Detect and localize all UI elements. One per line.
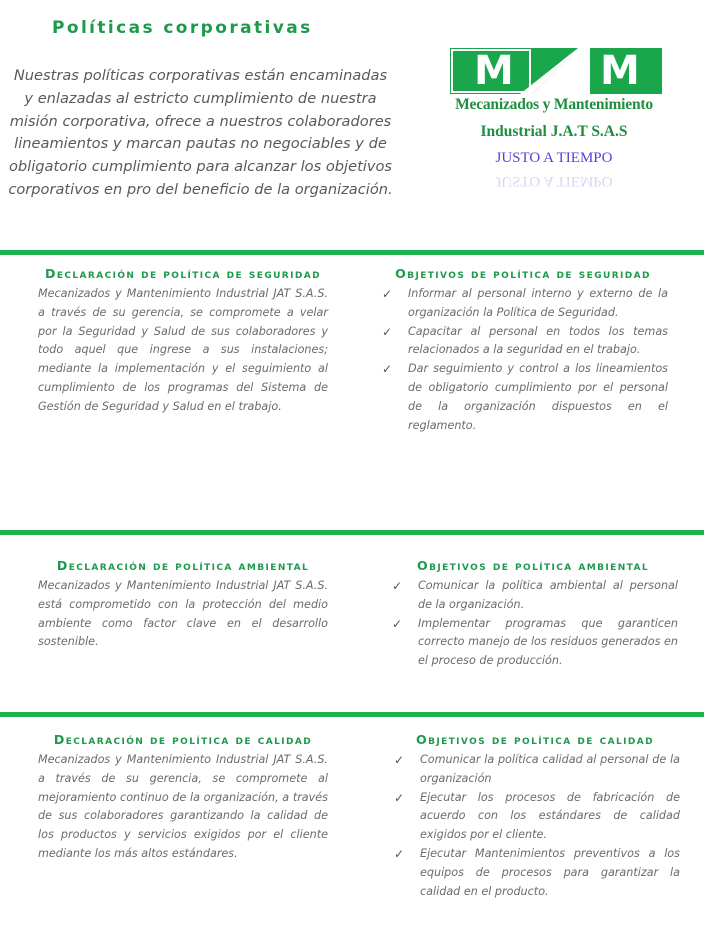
logo-mark xyxy=(450,48,662,94)
declaration-text: Mecanizados y Mantenimiento Industrial JAT S.A.S. a través de su gerencia, se compromete al mejoramiento continuo de la organización, a través de sus colaboradores garantizando la calidad de los productos y servicios exigidos por el cliente mediante los más altos estándares. xyxy=(38,753,328,860)
section-divider xyxy=(0,712,704,717)
check-icon: ✓ xyxy=(392,616,403,631)
declaration-heading: Declaración de política de seguridad xyxy=(44,266,321,281)
list-item: ✓ Dar seguimiento y control a los lineamientos de obligatorio cumplimiento por el personal de la organización dispuestos en el reglamento. xyxy=(382,362,668,432)
logo-letter-right: M xyxy=(600,48,640,94)
declaration-text: Mecanizados y Mantenimiento Industrial JAT S.A.S. a través de su gerencia, se compromete a velar por la Seguridad y Salud de sus colaboradores y todo aquel que ingrese a sus instalaciones; mediante la implementación y el seguimiento al cumplimiento de los programas del Sistema de Gestión de Seguridad y Salud en el trabajo. xyxy=(38,287,328,413)
declaration-heading: Declaración de política de calidad xyxy=(53,732,313,747)
intro-paragraph: Nuestras políticas corporativas están encaminadas y enlazadas al estricto cumplimiento de nuestra misión corporativa, ofrece a nuestros colaboradores lineamientos y marcan pautas no negociables y de obligatorio cumplimiento para alcanzar los objetivos corporativos en pro del beneficio de la organización. xyxy=(8,67,393,198)
logo-company-name-line1: Mecanizados y Mantenimiento xyxy=(455,96,653,113)
objectives-heading: Objetivos de política ambiental xyxy=(416,558,649,573)
objectives-column xyxy=(388,555,678,671)
list-item: ✓ Ejecutar los procesos de fabricación de acuerdo con los estándares de calidad exigidos por el cliente. xyxy=(394,790,680,842)
objectives-column xyxy=(378,263,668,435)
check-icon: ✓ xyxy=(382,324,393,339)
section-divider xyxy=(0,530,704,535)
check-icon: ✓ xyxy=(392,579,403,593)
list-item: ✓ Capacitar al personal en todos los temas relacionados a la seguridad en el trabajo. xyxy=(382,324,668,357)
objectives-heading: Objetivos de política de calidad xyxy=(415,732,654,747)
check-icon: ✓ xyxy=(382,287,393,301)
objectives-column xyxy=(390,729,680,901)
check-icon: ✓ xyxy=(394,790,405,805)
declaration-heading: Declaración de política ambiental xyxy=(56,558,310,573)
list-item: ✓ Comunicar la política ambiental al personal de la organización. xyxy=(392,579,678,611)
declaration-column xyxy=(38,263,328,417)
declaration-column xyxy=(38,729,328,864)
objectives-list xyxy=(378,285,668,435)
section-divider xyxy=(0,250,704,255)
declaration-text: Mecanizados y Mantenimiento Industrial JAT S.A.S. está comprometido con la protección del medio ambiente como factor clave en el desarrollo sostenible. xyxy=(38,579,328,649)
list-item: ✓ Implementar programas que garanticen correcto manejo de los residuos generados en el proceso de producción. xyxy=(392,616,678,668)
objectives-heading: Objetivos de política de seguridad xyxy=(395,266,651,281)
declaration-column xyxy=(38,555,328,652)
list-item: ✓ Informar al personal interno y externo de la organización la Política de Seguridad. xyxy=(382,287,668,319)
list-item: ✓ Comunicar la política calidad al personal de la organización xyxy=(394,753,680,785)
check-icon: ✓ xyxy=(394,753,405,767)
logo-tagline-reflection: JUSTO A TIEMPO xyxy=(495,173,613,189)
check-icon: ✓ xyxy=(394,846,405,861)
company-logo xyxy=(438,48,670,218)
page-title: Políticas corporativas xyxy=(52,18,313,38)
check-icon: ✓ xyxy=(382,362,393,377)
objectives-list xyxy=(388,577,678,671)
list-item: ✓ Ejecutar Mantenimientos preventivos a los equipos de procesos para garantizar la calidad en el producto. xyxy=(394,846,680,898)
objectives-list xyxy=(390,751,680,901)
logo-letter-left: M xyxy=(474,48,514,94)
logo-tagline: JUSTO A TIEMPO xyxy=(495,150,613,166)
logo-company-name-line2: Industrial J.A.T S.A.S xyxy=(480,123,628,140)
